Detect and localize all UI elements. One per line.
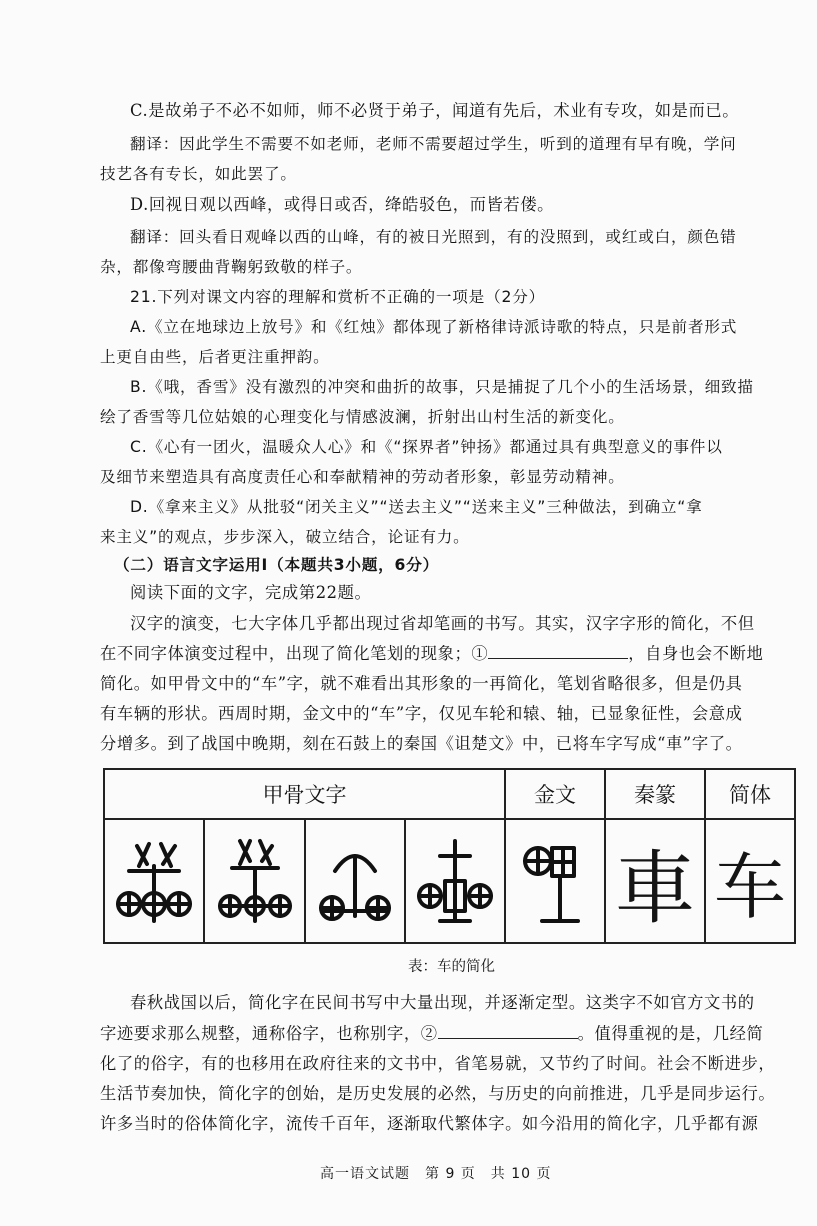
oracle-glyph-4 [406, 820, 506, 942]
header-seal: 秦篆 [606, 770, 706, 820]
oracle-glyph-2 [205, 820, 306, 942]
page-footer: 高一语文试题 第 9 页 共 10 页 [320, 1166, 552, 1182]
passage-line-5: 分增多。到了战国中晚期，刻在石鼓上的秦国《诅楚文》中，已将车字写成“車”字了。 [100, 734, 743, 753]
header-oracle: 甲骨文字 [105, 770, 506, 820]
q21-option-d-1: D.《拿来主义》从批驳“闭关主义”“送去主义”“送来主义”三种做法，到确立“拿 [130, 498, 703, 516]
seal-glyph: 車 [606, 820, 706, 942]
after-line-2-text: 字迹要求那么规整，通称俗字，也称别字，② [100, 1024, 438, 1043]
q21-option-a-2: 上更自由些，后者更注重押韵。 [100, 348, 330, 366]
after-line-3: 化了的俗字，有的也移用在政府往来的文书中，省笔易就，又节约了时间。社会不断进步， [100, 1054, 776, 1073]
passage-line-2-text: 在不同字体演变过程中，出现了简化笔划的现象；① [100, 644, 489, 663]
q21-option-b-2: 绘了香雪等几位姑娘的心理变化与情感波澜，折射出山村生活的新变化。 [100, 408, 625, 426]
passage-line-2 [100, 641, 790, 667]
after-line-4: 生活节奏加快，简化字的创始，是历史发展的必然，与历史的向前推进，几乎是同步运行。 [100, 1084, 776, 1103]
option-c-classical: C.是故弟子不必不如师，师不必贤于弟子，闻道有先后，术业有专攻，如是而已。 [130, 101, 740, 120]
question-21: 21.下列对课文内容的理解和赏析不正确的一项是（2分） [130, 288, 545, 306]
q21-option-b-1: B.《哦，香雪》没有激烈的冲突和曲折的故事，只是捕捉了几个小的生活场景，细致描 [130, 378, 754, 396]
blank-1[interactable] [488, 644, 628, 659]
table-caption: 表：车的简化 [408, 959, 495, 975]
translation-d-2: 杂，都像弯腰曲背鞠躬致敬的样子。 [100, 258, 363, 276]
passage-line-1: 汉字的演变，七大字体几乎都出现过省却笔画的书写。其实，汉字字形的简化，不但 [130, 614, 755, 633]
oracle-glyph-1 [105, 820, 205, 942]
blank-2[interactable] [438, 1024, 578, 1039]
simplified-glyph: 车 [713, 845, 786, 929]
passage-line-3: 简化。如甲骨文中的“车”字，就不难看出其形象的一再简化，笔划省略很多，但是仍具 [100, 674, 743, 693]
q21-option-d-2: 来主义”的观点，步步深入，破立结合，论证有力。 [100, 528, 470, 546]
passage-line-4: 有车辆的形状。西周时期，金文中的“车”字，仅见车轮和辕、轴，已显象征性，会意成 [100, 704, 743, 723]
q21-option-c-1: C.《心有一团火，温暖众人心》和《“探界者”钟扬》都通过具有典型意义的事件以 [130, 438, 723, 456]
bronze-glyph [506, 820, 606, 942]
after-line-2 [100, 1021, 790, 1047]
after-line-1: 春秋战国以后，简化字在民间书写中大量出现，并逐渐定型。这类字不如官方文书的 [130, 993, 755, 1012]
section-heading: （二）语言文字运用Ⅰ（本题共3小题，6分） [114, 556, 439, 574]
oracle-glyph-3 [306, 820, 406, 942]
character-evolution-table [103, 768, 796, 944]
q21-option-a-1: A.《立在地球边上放号》和《红烛》都体现了新格律诗派诗歌的特点，只是前者形式 [130, 318, 738, 336]
translation-c-1: 翻译：因此学生不需要不如老师，老师不需要超过学生，听到的道理有早有晚，学问 [130, 135, 737, 153]
header-bronze: 金文 [506, 770, 606, 820]
translation-c-2: 技艺各有专长，如此罢了。 [100, 165, 297, 183]
option-d-classical: D.回视日观以西峰，或得日或否，绛皓驳色，而皆若偻。 [130, 195, 555, 214]
passage-line-2-end: ，自身也会不断地 [628, 644, 764, 663]
header-simplified: 简体 [706, 770, 794, 820]
q21-option-c-2: 及细节来塑造具有高度责任心和奉献精神的劳动者形象，彰显劳动精神。 [100, 468, 625, 486]
translation-d-1: 翻译：回头看日观峰以西的山峰，有的被日光照到，有的没照到，或红或白，颜色错 [130, 228, 737, 246]
after-line-2-end: 。值得重视的是，几经简 [577, 1024, 764, 1043]
reading-instruction: 阅读下面的文字，完成第22题。 [130, 583, 372, 602]
after-line-5: 许多当时的俗体简化字，流传千百年，逐渐取代繁体字。如今沿用的简化字，几乎都有源 [100, 1114, 759, 1133]
